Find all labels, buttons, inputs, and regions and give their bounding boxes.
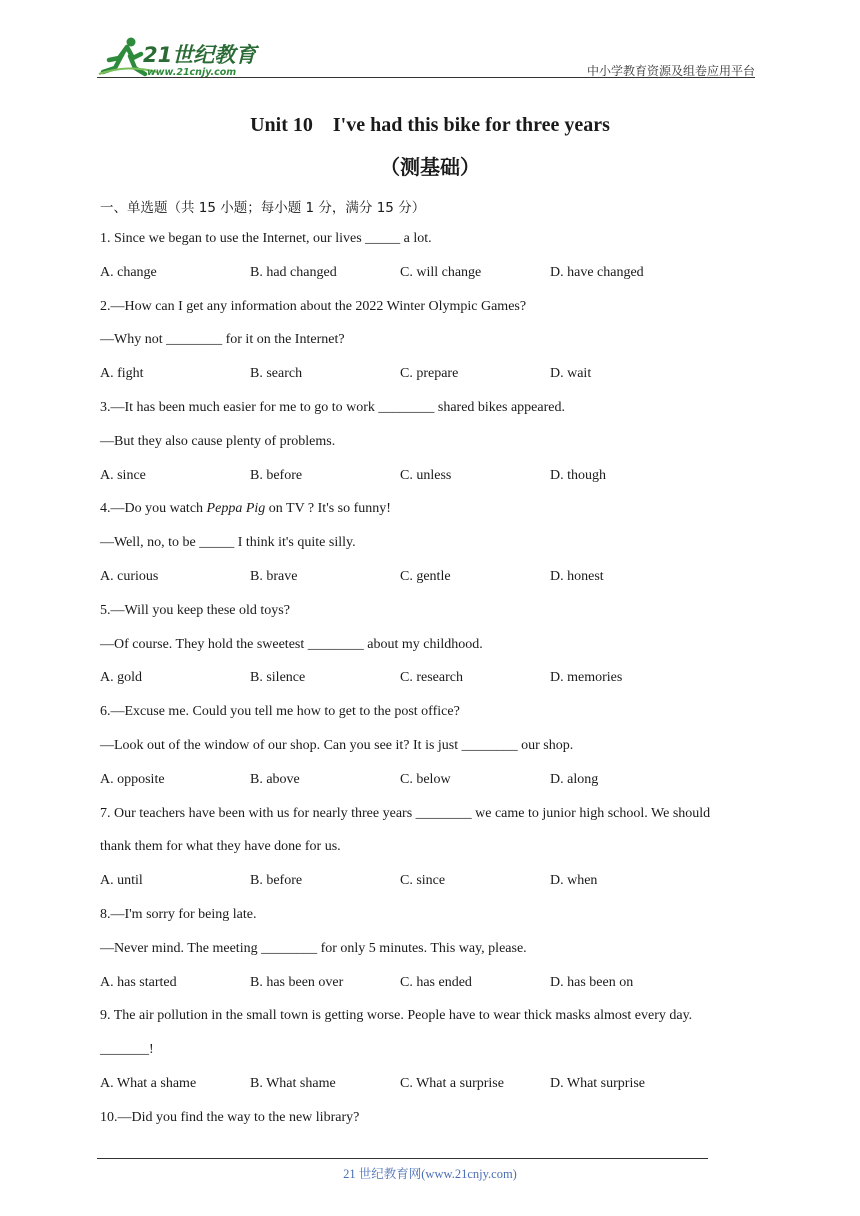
options-row [100,465,765,499]
option: D. What surprise [550,1075,645,1091]
question-line: 2.—How can I get any information about the 2022 Winter Olympic Games? [100,298,527,314]
question-line: —But they also cause plenty of problems. [100,433,336,449]
option: C. since [400,873,446,889]
options-row [100,566,765,600]
question-line: 8.—I'm sorry for being late. [100,906,257,922]
question-line: _______! [100,1042,154,1058]
option: A. until [100,873,143,889]
question-line: —Well, no, to be _____ I think it's quite silly. [100,535,356,551]
question-line: 5.—Will you keep these old toys? [100,602,290,618]
option: C. below [400,771,451,787]
option: B. before [250,873,303,889]
italic-title: Peppa Pig [206,501,266,517]
option: C. will change [400,264,482,280]
option: D. wait [550,366,592,382]
options-row [100,769,765,803]
option: C. prepare [400,366,459,382]
page-header [97,34,755,80]
options-row [100,972,765,1006]
question-line [100,498,765,532]
question-line: 7. Our teachers have been with us for nearly three years ________ we came to junior high school. We should [100,805,711,821]
option: C. has ended [400,974,472,990]
option: D. memories [550,670,623,686]
option: D. along [550,771,599,787]
question-line: thank them for what they have done for us. [100,839,341,855]
options-row [100,870,765,904]
question-line: —Never mind. The meeting ________ for only 5 minutes. This way, please. [100,940,527,956]
question-line: 10.—Did you find the way to the new library? [100,1109,360,1125]
page-title: Unit 10 I've had this bike for three years [250,114,610,136]
option: C. What a surprise [400,1075,504,1091]
option: A. has started [100,974,177,990]
options-row [100,363,765,397]
question-line: 9. The air pollution in the small town is getting worse. People have to wear thick masks almost every day. [100,1008,693,1024]
question-line: —Why not ________ for it on the Internet? [100,332,345,348]
option: C. unless [400,467,452,483]
question-list [100,228,765,1141]
option: A. fight [100,366,144,382]
option: B. above [250,771,300,787]
option: D. have changed [550,264,644,280]
page-subtitle: （测基础） [380,155,480,179]
platform-name: 中小学教育资源及组卷应用平台 [586,64,755,78]
logo [97,34,267,80]
question-line: 3.—It has been much easier for me to go to work ________ shared bikes appeared. [100,399,565,415]
option: D. has been on [550,974,634,990]
question-line: 6.—Excuse me. Could you tell me how to get to the post office? [100,704,460,720]
section-heading: 一、单选题（共 15 小题；每小题 1 分，满分 15 分） [100,200,426,216]
option: D. when [550,873,598,889]
option: B. silence [250,670,306,686]
options-row [100,1073,765,1107]
option: A. since [100,467,146,483]
header-divider [97,77,755,78]
footer-divider [97,1158,708,1159]
option: C. research [400,670,463,686]
option: B. search [250,366,303,382]
options-row [100,667,765,701]
question-line: 1. Since we began to use the Internet, our lives _____ a lot. [100,231,432,246]
logo-text: 21世纪教育 [143,43,257,67]
option: A. What a shame [100,1075,197,1091]
option: A. opposite [100,771,165,787]
option: B. had changed [250,264,337,280]
option: A. change [100,264,157,280]
option: C. gentle [400,568,451,584]
option: D. honest [550,568,604,584]
question-line: —Look out of the window of our shop. Can you see it? It is just ________ our shop. [100,737,574,753]
option: B. before [250,467,303,483]
question-text: on TV ? It's so funny! [265,501,391,517]
footer-text: 21 世纪教育网(www.21cnjy.com) [343,1167,517,1181]
option: B. has been over [250,974,344,990]
option: D. though [550,467,606,483]
options-row [100,262,765,296]
option: B. brave [250,568,298,584]
option: A. gold [100,670,142,686]
logo-url: www.21cnjy.com [147,67,237,78]
question-line: —Of course. They hold the sweetest ________ about my childhood. [100,636,483,652]
option: B. What shame [250,1075,336,1091]
question-text: 4.—Do you watch [100,501,207,517]
option: A. curious [100,568,159,584]
